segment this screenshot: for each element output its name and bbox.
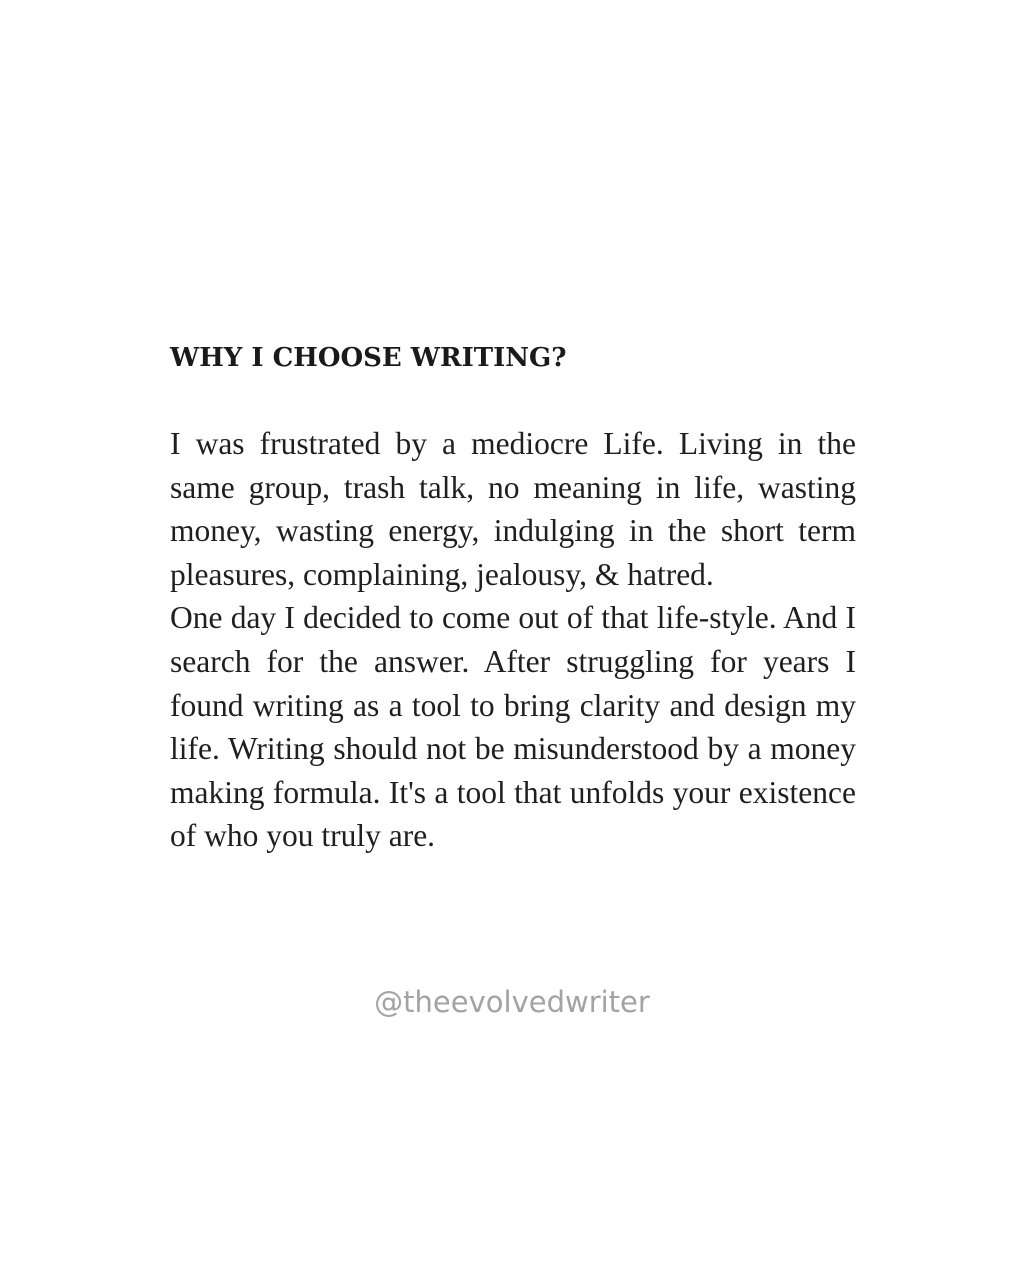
post-body <box>170 422 856 858</box>
author-handle: @theevolvedwriter <box>374 985 650 1019</box>
body-paragraph-1: I was frustrated by a mediocre Life. Living in the same group, trash talk, no meaning in life, wasting money, wasting energy, indulging in the short term pleasures, complaining, jealousy, & hatred. <box>170 426 856 592</box>
body-paragraph-2: One day I decided to come out of that life-style. And I search for the answer. After struggling for years I found writing as a tool to bring clarity and design my life. Writing should not be misunderstood by a money making formula. It's a tool that unfolds your existence of who you truly are. <box>170 600 856 854</box>
post-title: WHY I CHOOSE WRITING? <box>170 343 567 373</box>
